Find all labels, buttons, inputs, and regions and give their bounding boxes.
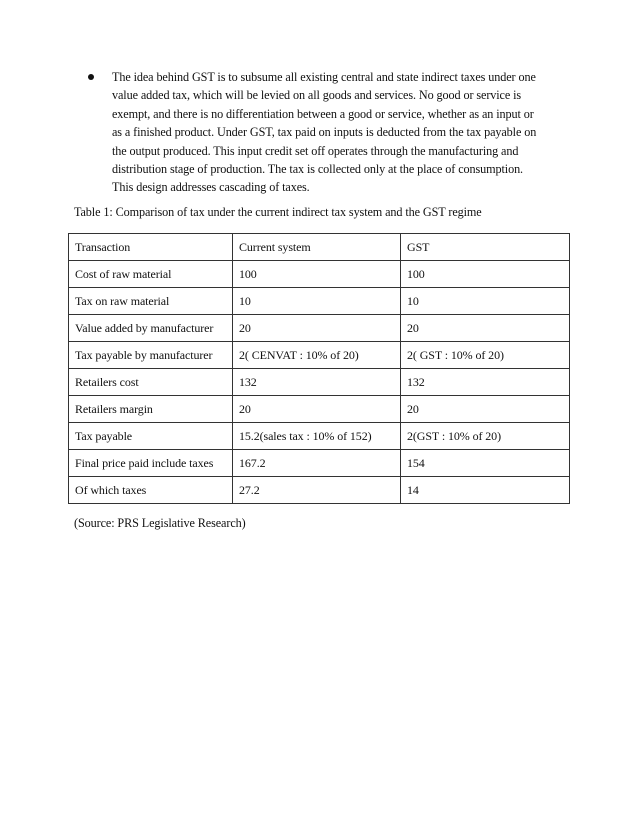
table-cell: 15.2(sales tax : 10% of 152)	[233, 423, 401, 450]
table-cell: 20	[233, 315, 401, 342]
bullet-line: exempt, and there is no differentiation between a good or service, whether as an input or	[112, 106, 534, 121]
table-cell: 20	[233, 396, 401, 423]
bullet-line: value added tax, which will be levied on all goods and services. No good or service is	[112, 88, 522, 103]
table-row	[69, 369, 570, 396]
table-cell: Of which taxes	[69, 477, 233, 504]
table-cell: 2(GST : 10% of 20)	[401, 423, 570, 450]
table-cell: 132	[233, 369, 401, 396]
table-cell: 2( CENVAT : 10% of 20)	[233, 342, 401, 369]
table-caption: Table 1: Comparison of tax under the current indirect tax system and the GST regime	[74, 205, 482, 219]
bullet-dot-icon	[88, 74, 94, 80]
table-cell: 10	[233, 288, 401, 315]
table-cell: 100	[401, 261, 570, 288]
header-cell-transaction: Transaction	[69, 234, 233, 261]
table-row	[69, 477, 570, 504]
table-row	[69, 423, 570, 450]
table-cell: 27.2	[233, 477, 401, 504]
bullet-text	[112, 68, 572, 197]
table-cell: 167.2	[233, 450, 401, 477]
table-cell: Value added by manufacturer	[69, 315, 233, 342]
header-cell-current-system: Current system	[233, 234, 401, 261]
bullet-line: distribution stage of production. The tax is collected only at the place of consumption.	[112, 162, 524, 177]
comparison-table	[68, 233, 570, 504]
table-cell: 100	[233, 261, 401, 288]
header-cell-gst: GST	[401, 234, 570, 261]
bullet-line: The idea behind GST is to subsume all existing central and state indirect taxes under one	[112, 70, 536, 84]
table-row	[69, 315, 570, 342]
table-cell: Tax on raw material	[69, 288, 233, 315]
table-cell: 20	[401, 396, 570, 423]
table-cell: 132	[401, 369, 570, 396]
table-row	[69, 342, 570, 369]
table-cell: 10	[401, 288, 570, 315]
table-cell: 20	[401, 315, 570, 342]
table-cell: Tax payable	[69, 423, 233, 450]
bullet-line: the output produced. This input credit set off operates through the manufacturing and	[112, 143, 519, 158]
bullet-line: This design addresses cascading of taxes.	[112, 180, 310, 195]
table-cell: 14	[401, 477, 570, 504]
table-cell: 2( GST : 10% of 20)	[401, 342, 570, 369]
table-row	[69, 396, 570, 423]
table-cell: Tax payable by manufacturer	[69, 342, 233, 369]
table-header-row	[69, 234, 570, 261]
table-row	[69, 450, 570, 477]
table-row	[69, 261, 570, 288]
table-cell: Retailers cost	[69, 369, 233, 396]
table-cell: Final price paid include taxes	[69, 450, 233, 477]
table-cell: Cost of raw material	[69, 261, 233, 288]
source-note: (Source: PRS Legislative Research)	[74, 516, 246, 530]
bullet-line: as a finished product. Under GST, tax paid on inputs is deducted from the tax payable on	[112, 125, 537, 140]
table-row	[69, 288, 570, 315]
table-cell: Retailers margin	[69, 396, 233, 423]
table-cell: 154	[401, 450, 570, 477]
